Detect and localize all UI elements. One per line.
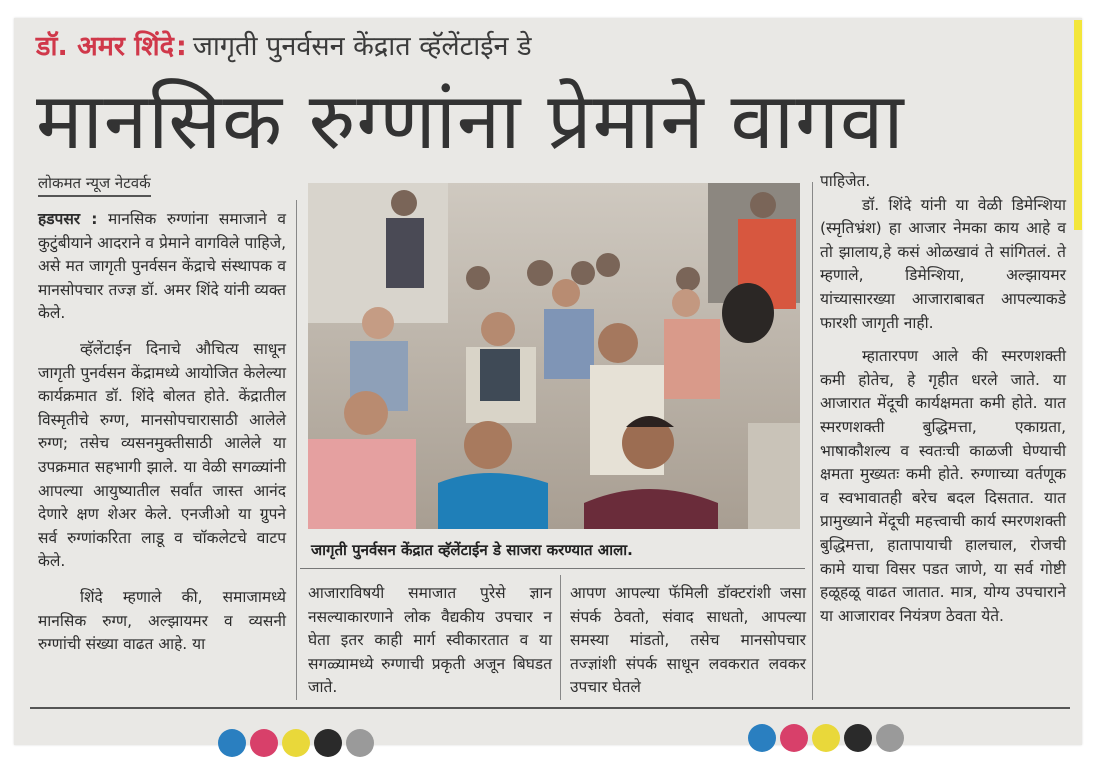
paragraph-dementia: डॉ. शिंदे यांनी या वेळी डिमेन्शिया (स्मृतिभ्रंश) हा आजार नेमका काय आहे व तो झालाय,हे कसं ओळखावं ते सांगितलं. ते म्हणाले, डिमेन्शिया, अल्झायमर यांच्यासारख्या आजाराबाबत आपल्याकडे फारशी जागृती नाही.: [820, 195, 1066, 332]
kicker-author: डॉ. अमर शिंदे: [36, 31, 175, 62]
registration-dot-yellow: [812, 724, 840, 752]
article-byline: लोकमत न्यूज नेटवर्क: [38, 173, 151, 197]
registration-dot-black: [314, 729, 342, 757]
column-divider: [812, 182, 813, 700]
paragraph-awareness: आजाराविषयी समाजात पुरेसे ज्ञान नसल्याकारणाने लोक वैद्यकीय उपचार न घेता इतर काही मार्ग स्वीकारतात व या सगळ्यामध्ये रुग्णाची प्रकृती अजून बिघडत जाते.: [308, 584, 552, 697]
article-kicker: [36, 26, 532, 63]
registration-dot-gray: [876, 724, 904, 752]
kicker-text: जागृती पुनर्वसन केंद्रात व्हॅलेंटाईन डे: [192, 31, 532, 62]
article-headline: मानसिक रुग्णांना प्रेमाने वागवा: [36, 77, 905, 167]
bottom-rule: [30, 707, 1070, 709]
paragraph-continuation: पाहिजेत.: [820, 172, 871, 190]
caption-rule: [300, 568, 805, 569]
paragraph-intro: हडपसर : मानसिक रुग्णांना समाजाने व कुटुंबीयाने आदराने व प्रेमाने वागविले पाहिजे, असे मत जागृती पुनर्वसन केंद्राचे संस्थापक व मानसोपचार तज्ज्ञ डॉ. अमर शिंदे यांनी व्यक्त केले.: [38, 210, 286, 323]
registration-dot-black: [844, 724, 872, 752]
paragraph-doctor-contact: आपण आपल्या फॅमिली डॉक्टरांशी जसा संपर्क ठेवतो, संवाद साधतो, आपल्या समस्या मांडतो, तसेच मानसोपचार तज्ज्ञांशी संपर्क साधून लवकरात लवकर उपचार घेतले: [570, 584, 806, 697]
event-photo: [308, 183, 800, 529]
registration-dot-yellow: [282, 729, 310, 757]
article-column-1: [38, 208, 286, 657]
column-divider: [560, 575, 561, 700]
registration-dot-gray: [346, 729, 374, 757]
dateline: हडपसर :: [38, 210, 98, 228]
photo-illustration: [308, 183, 800, 529]
kicker-separator: :: [176, 31, 187, 62]
paragraph-event: व्हॅलेंटाईन दिनाचे औचित्य साधून जागृती पुनर्वसन केंद्रामध्ये आयोजित केलेल्या कार्यक्रमात डॉ. शिंदे बोलत होते. केंद्रातील विस्मृतीचे रुग्ण, मानसोपचारासाठी आलेले रुग्ण; तसेच व्यसनमुक्तीसाठी आलेले या उपक्रमात सहभागी झाले. या वेळी सगळ्यांनी आपल्या आयुष्यातील सर्वांत जास्त आनंद देणारे क्षण शेअर केले. एनजीओ या ग्रुपने सर्व रुग्णांकरिता लाडू व चॉकलेटचे वाटप केले.: [38, 339, 286, 571]
article-column-4: [820, 170, 1066, 628]
paragraph-quote: शिंदे म्हणाले की, समाजामध्ये मानसिक रुग्ण, अल्झायमर व व्यसनी रुग्णांची संख्या वाढत आहे. या: [38, 587, 286, 654]
article-column-3: [570, 582, 806, 700]
registration-dot-cyan: [218, 729, 246, 757]
photo-caption: जागृती पुनर्वसन केंद्रात व्हॅलेंटाईन डे साजरा करण्यात आला.: [311, 541, 633, 559]
registration-dot-magenta: [780, 724, 808, 752]
registration-dot-magenta: [250, 729, 278, 757]
registration-dot-cyan: [748, 724, 776, 752]
article-column-2: [308, 582, 552, 700]
paragraph-symptoms: म्हातारपण आले की स्मरणशक्ती कमी होतेच, हे गृहीत धरले जाते. या आजारात मेंदूची कार्यक्षमता कमी होते. यात स्मरणशक्ती बुद्धिमत्ता, एकाग्रता, भाषाकौशल्य व स्वतःची काळजी घेण्याची क्षमता मुख्यतः कमी होते. रुग्णाच्या वर्तणूक व स्वभावातही बरेच बदल दिसतात. यात प्रामुख्याने मेंदूची महत्त्वाची कार्य स्मरणशक्ती बुद्धिमत्ता, हातापायाची हालचाल, रोजची कामे याचा विसर पडत जाणे, या सर्व गोष्टी हळूहळू वाढत जातात. मात्र, योग्य उपचाराने या आजारावर नियंत्रण ठेवता येते.: [820, 347, 1066, 625]
yellow-border-strip: [1074, 20, 1082, 230]
column-divider: [296, 200, 297, 700]
